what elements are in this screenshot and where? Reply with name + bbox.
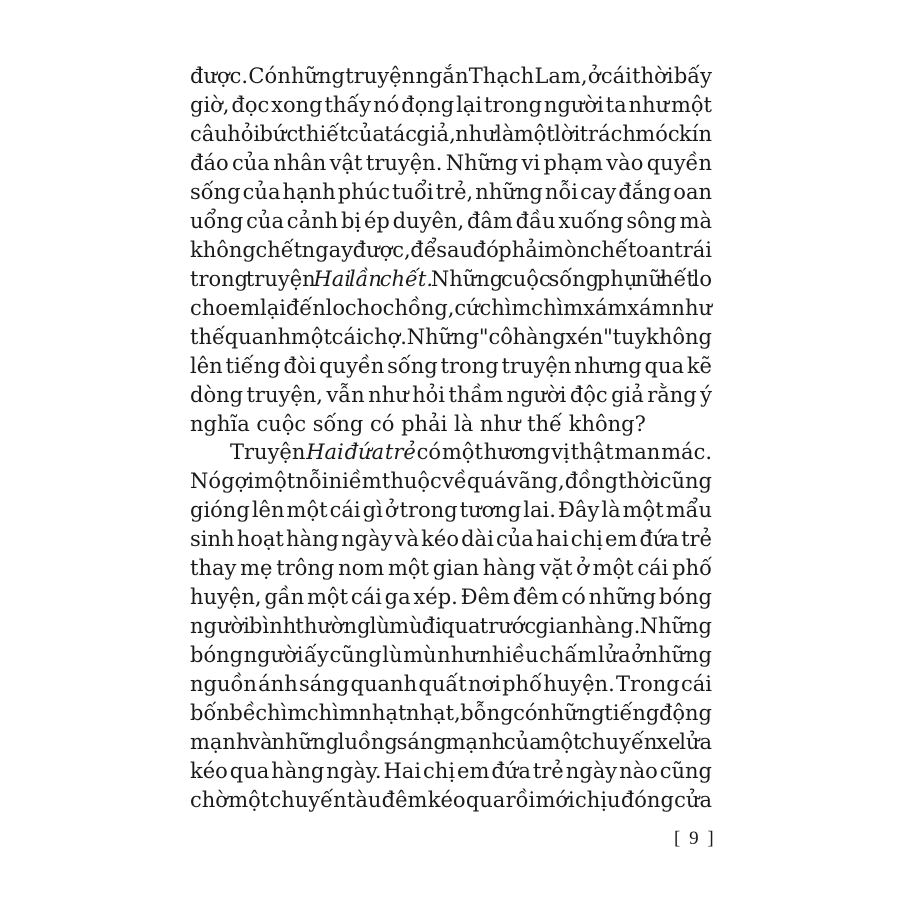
text-line: câu hỏi bức thiết của tác giả, như là một lời trách móc kín [190,122,712,146]
text-line: thế quanh một cái chợ. Những "cô hàng xén" tuy không [190,325,712,349]
text-line: bóng người ấy cũng lù mù như nhiều chấm lửa ở những [190,643,712,667]
text-line: dòng truyện, vẫn như hỏi thầm người độc giả rằng ý [190,383,713,407]
text-line: đáo của nhân vật truyện. Những vi phạm vào quyền [190,151,713,175]
text-line-with-title [190,438,712,467]
paragraph-2 [190,438,712,815]
text-line-with-title [190,265,712,294]
text-line: người bình thường lù mù đi qua trước gian hàng. Những [190,614,712,638]
text-line: được. Có những truyện ngắn Thạch Lam, ở cái thời bấy [190,64,712,88]
text-fragment: trong truyện [190,267,314,291]
text-fragment: Những cuộc sống phụ nữ hết lo [433,267,713,291]
text-fragment: có một hương vị thật man mác. [415,440,713,464]
text-line: uổng của cảnh bị ép duyên, đâm đầu xuống sông mà [190,209,712,233]
text-line: lên tiếng đòi quyền sống trong truyện nhưng qua kẽ [190,354,712,378]
text-line: nghĩa cuộc sống có phải là như thế không? [190,412,646,436]
page-number: [ 9 ] [674,828,716,849]
story-title: Hai lần chết. [313,267,434,291]
text-line: sinh hoạt hàng ngày và kéo dài của hai chị em đứa trẻ [190,527,712,551]
text-line: gióng lên một cái gì ở trong tương lai. Đây là một mẩu [190,498,712,522]
text-line: sống của hạnh phúc tuổi trẻ, những nỗi cay đắng oan [190,180,712,204]
text-line: bốn bề chìm chìm nhạt nhạt, bỗng có những tiếng động [190,701,712,725]
text-line: giờ, đọc xong thấy nó đọng lại trong người ta như một [190,93,713,117]
text-line: không chết ngay được, để sau đó phải mòn chết oan trái [190,238,712,262]
text-line: mạnh và những luồng sáng mạnh của một chuyến xe lửa [190,730,712,754]
text-fragment: Truyện [230,440,307,464]
text-line: cho em lại đến lo cho chồng, cứ chìm chìm xám xám như [190,296,712,320]
story-title: Hai đứa trẻ [306,440,416,464]
text-line: thay mẹ trông nom một gian hàng vặt ở một cái phố [190,556,712,580]
text-line: huyện, gần một cái ga xép. Đêm đêm có những bóng [190,585,712,609]
paragraph-1 [190,62,712,439]
text-line: nguồn ánh sáng quanh quất nơi phố huyện. Trong cái [190,672,712,696]
text-line: Nó gợi một nỗi niềm thuộc về quá vãng, đồng thời cũng [190,469,712,493]
text-line: chờ một chuyến tàu đêm kéo qua rồi mới chịu đóng cửa [190,788,712,812]
text-line: kéo qua hàng ngày. Hai chị em đứa trẻ ngày nào cũng [190,759,712,783]
